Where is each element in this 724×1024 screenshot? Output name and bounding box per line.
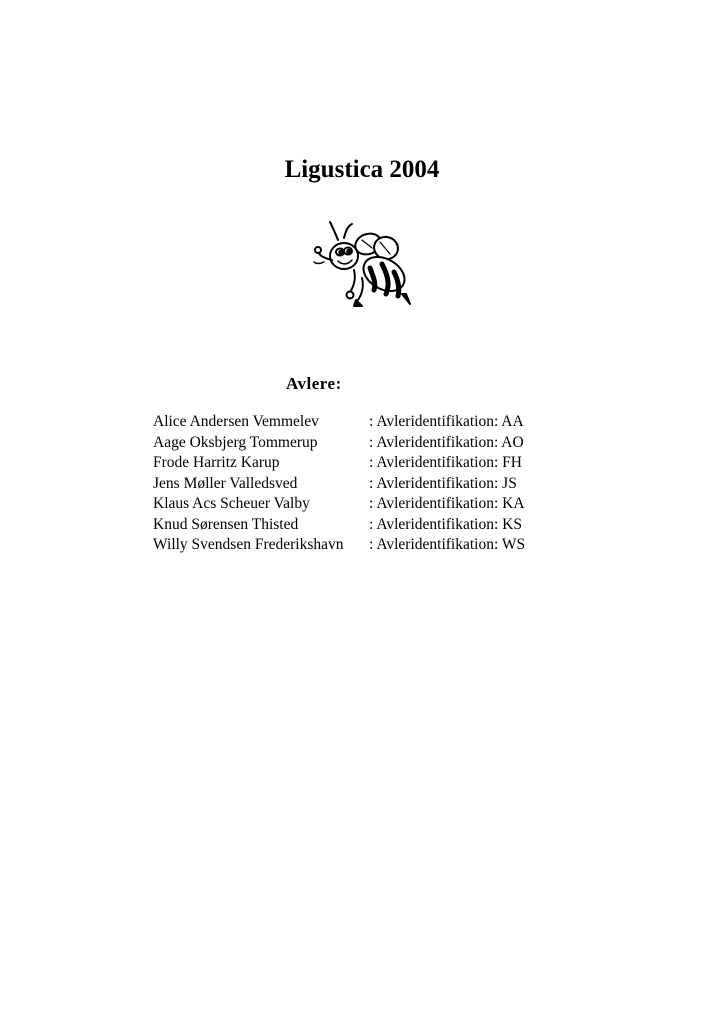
- breeder-id: : Avleridentifikation: FH: [369, 454, 522, 471]
- breeder-list: [153, 412, 573, 556]
- list-item: [153, 494, 573, 515]
- list-item: [153, 535, 573, 556]
- breeders-heading: Avlere:: [286, 374, 342, 393]
- bee-icon: [310, 218, 414, 310]
- list-item: [153, 474, 573, 495]
- breeder-name: Jens Møller Valledsved: [153, 474, 298, 492]
- list-item: [153, 412, 573, 433]
- breeder-name: Knud Sørensen Thisted: [153, 515, 299, 533]
- breeder-name: Frode Harritz Karup: [153, 454, 280, 471]
- page-title: Ligustica 2004: [284, 156, 440, 183]
- breeder-id: : Avleridentifikation: JS: [369, 474, 517, 492]
- breeder-name: Alice Andersen Vemmelev: [153, 413, 319, 430]
- breeder-id: : Avleridentifikation: KS: [369, 515, 522, 533]
- breeder-id: : Avleridentifikation: AA: [369, 413, 524, 430]
- breeder-name: Willy Svendsen Frederikshavn: [153, 536, 344, 553]
- breeder-name: Aage Oksbjerg Tommerup: [153, 433, 318, 451]
- list-item: [153, 433, 573, 454]
- breeder-id: : Avleridentifikation: WS: [369, 536, 526, 553]
- breeder-id: : Avleridentifikation: KA: [369, 495, 525, 512]
- breeder-id: : Avleridentifikation: AO: [369, 433, 524, 451]
- breeder-name: Klaus Acs Scheuer Valby: [153, 495, 310, 512]
- list-item: [153, 453, 573, 474]
- list-item: [153, 515, 573, 536]
